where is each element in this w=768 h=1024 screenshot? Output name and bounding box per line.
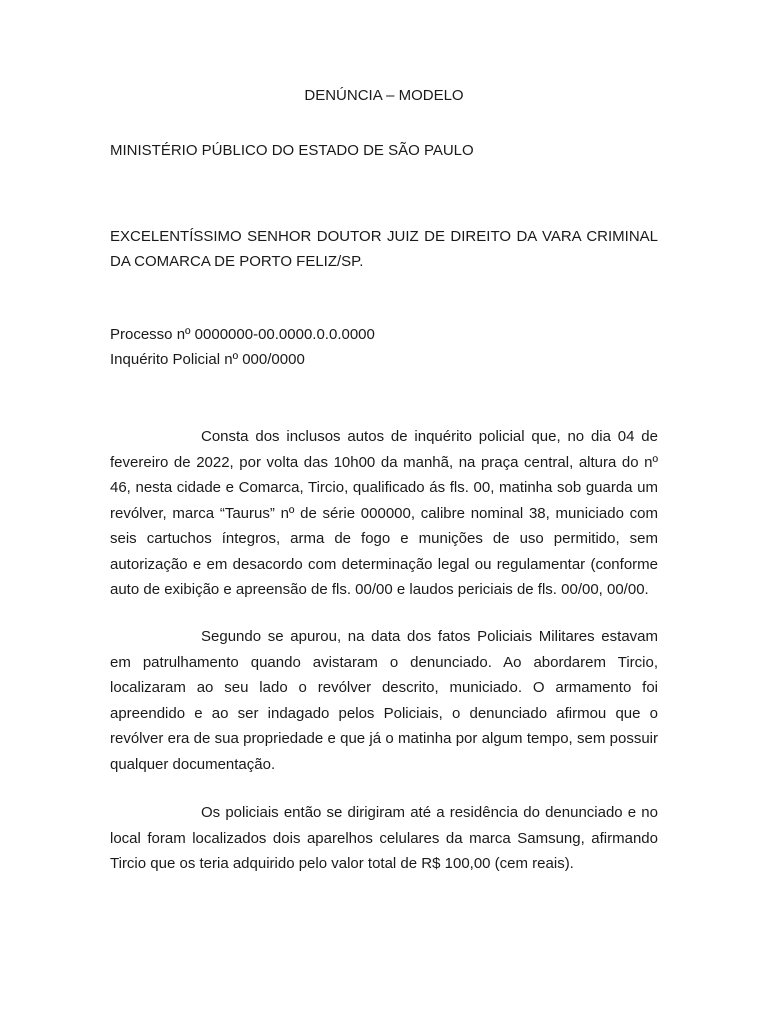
document-title: DENÚNCIA – MODELO bbox=[304, 87, 464, 104]
paragraph-investigation: Segundo se apurou, na data dos fatos Policiais Militares estavam em patrulhamento quando avistaram o denunciado. Ao abordarem Tircio, localizaram ao seu lado o revólver descrito, municiado. O armamento foi apreendido e ao ser indagado pelos Policiais, o denunciado afirmou que o revólver era de sua propriedade e que já o matinha por algum tempo, sem possuir qualquer documentação. bbox=[110, 628, 658, 773]
case-references bbox=[110, 322, 375, 372]
inquiry-number: Inquérito Policial nº 000/0000 bbox=[110, 351, 305, 368]
paragraph-facts: Consta dos inclusos autos de inquérito policial que, no dia 04 de fevereiro de 2022, por volta das 10h00 da manhã, na praça central, altura do nº 46, nesta cidade e Comarca, Tircio, qualificado ás fls. 00, matinha sob guarda um revólver, marca “Taurus” nº de série 000000, calibre nominal 38, municiado com seis cartuchos íntegros, arma de fogo e munições de uso permitido, sem autorização e em desacordo com determinação legal ou regulamentar (conforme auto de exibição e apreensão de fls. 00/00 e laudos periciais de fls. 00/00, 00/00. bbox=[110, 428, 658, 598]
organization-heading: MINISTÉRIO PÚBLICO DO ESTADO DE SÃO PAULO bbox=[110, 142, 474, 159]
process-number: Processo nº 0000000-00.0000.0.0.0000 bbox=[110, 326, 375, 343]
paragraph-residence: Os policiais então se dirigiram até a residência do denunciado e no local foram localizados dois aparelhos celulares da marca Samsung, afirmando Tircio que os teria adquirido pelo valor total de R$ 100,00 (cem reais). bbox=[110, 804, 658, 872]
addressee-heading: EXCELENTÍSSIMO SENHOR DOUTOR JUIZ DE DIREITO DA VARA CRIMINAL DA COMARCA DE PORTO FELIZ/SP. bbox=[110, 228, 658, 270]
